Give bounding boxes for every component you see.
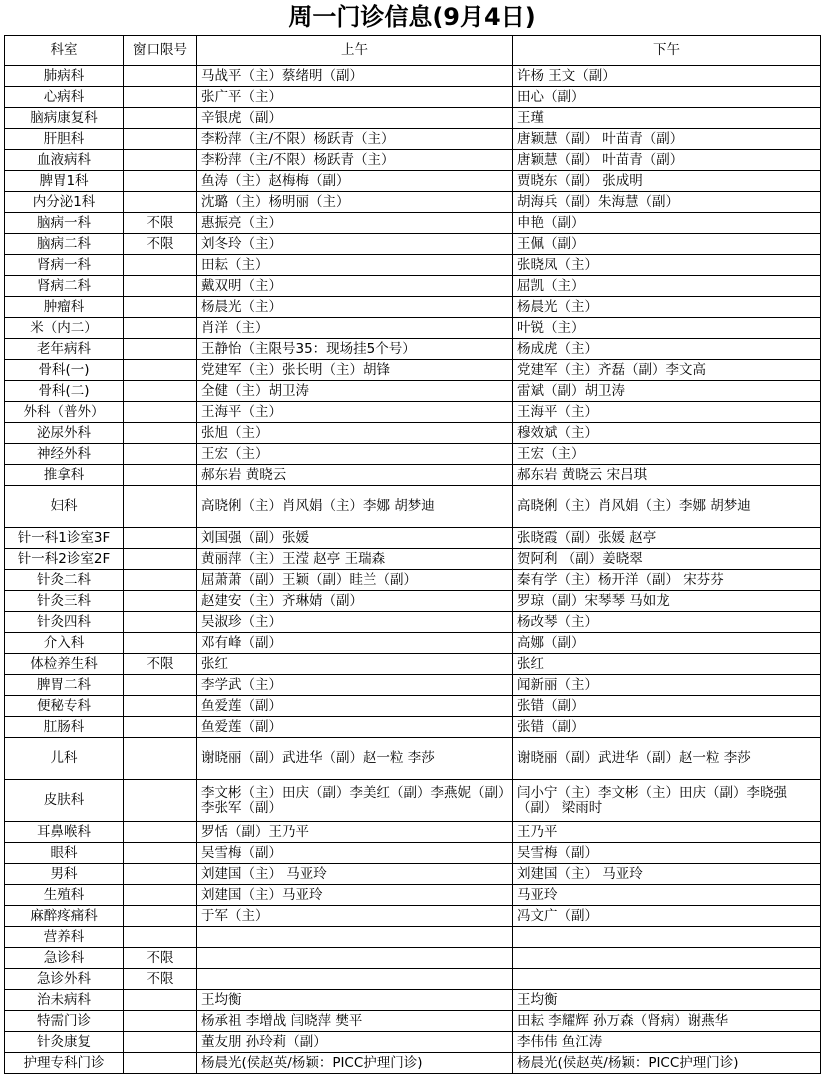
- pm-cell: [513, 948, 821, 969]
- table-row: [5, 444, 821, 465]
- limit-cell: [124, 465, 197, 486]
- pm-cell: 穆效斌（主）: [513, 423, 821, 444]
- am-cell: 戴双明（主）: [197, 276, 513, 297]
- am-cell: 邓有峰（副）: [197, 633, 513, 654]
- header-am: 上午: [197, 36, 513, 66]
- limit-cell: [124, 339, 197, 360]
- pm-cell: 杨成虎（主）: [513, 339, 821, 360]
- pm-cell: 杨晨光(侯赵英/杨颖：PICC护理门诊): [513, 1053, 821, 1074]
- header-row: [5, 36, 821, 66]
- dept-cell: 针灸四科: [5, 612, 124, 633]
- limit-cell: [124, 423, 197, 444]
- dept-cell: 生殖科: [5, 885, 124, 906]
- am-cell: 高晓俐（主）肖风娟（主）李娜 胡梦迪: [197, 486, 513, 528]
- table-row: [5, 255, 821, 276]
- limit-cell: [124, 1053, 197, 1074]
- table-row: [5, 780, 821, 822]
- pm-cell: 高娜（副）: [513, 633, 821, 654]
- am-cell: 李粉萍（主/不限）杨跃青（主）: [197, 150, 513, 171]
- limit-cell: [124, 1011, 197, 1032]
- limit-cell: [124, 885, 197, 906]
- pm-cell: 屈凯（主）: [513, 276, 821, 297]
- am-cell: 鱼涛（主）赵梅梅（副）: [197, 171, 513, 192]
- dept-cell: 肺病科: [5, 66, 124, 87]
- am-cell: 郝东岩 黄晓云: [197, 465, 513, 486]
- pm-cell: 秦有学（主）杨开洋（副） 宋芬芬: [513, 570, 821, 591]
- am-cell: 屈萧萧（副）王颖（副）眭兰（副）: [197, 570, 513, 591]
- limit-cell: [124, 780, 197, 822]
- limit-cell: 不限: [124, 948, 197, 969]
- pm-cell: 闻新丽（主）: [513, 675, 821, 696]
- limit-cell: [124, 906, 197, 927]
- dept-cell: 脾胃1科: [5, 171, 124, 192]
- page-title: 周一门诊信息(9月4日): [288, 3, 536, 31]
- table-row: [5, 381, 821, 402]
- dept-cell: 眼科: [5, 843, 124, 864]
- dept-cell: 体检养生科: [5, 654, 124, 675]
- pm-cell: 张错（副）: [513, 696, 821, 717]
- am-cell: 杨承祖 李增战 闫晓萍 樊平: [197, 1011, 513, 1032]
- table-row: [5, 297, 821, 318]
- table-row: [5, 717, 821, 738]
- limit-cell: [124, 381, 197, 402]
- table-row: [5, 108, 821, 129]
- limit-cell: [124, 864, 197, 885]
- table-row: [5, 528, 821, 549]
- header-limit: 窗口限号: [124, 36, 197, 66]
- header-dept: 科室: [5, 36, 124, 66]
- dept-cell: 特需门诊: [5, 1011, 124, 1032]
- limit-cell: [124, 591, 197, 612]
- dept-cell: 外科（普外）: [5, 402, 124, 423]
- dept-cell: 针灸三科: [5, 591, 124, 612]
- dept-cell: 针一科2诊室2F: [5, 549, 124, 570]
- am-cell: 王均衡: [197, 990, 513, 1011]
- am-cell: 刘冬玲（主）: [197, 234, 513, 255]
- pm-cell: [513, 969, 821, 990]
- dept-cell: 急诊科: [5, 948, 124, 969]
- dept-cell: 米（内二）: [5, 318, 124, 339]
- dept-cell: 护理专科门诊: [5, 1053, 124, 1074]
- limit-cell: 不限: [124, 969, 197, 990]
- am-cell: 刘建国（主） 马亚玲: [197, 864, 513, 885]
- pm-cell: 王佩（副）: [513, 234, 821, 255]
- limit-cell: [124, 633, 197, 654]
- dept-cell: 脑病二科: [5, 234, 124, 255]
- pm-cell: 张红: [513, 654, 821, 675]
- table-row: [5, 591, 821, 612]
- pm-cell: [513, 927, 821, 948]
- am-cell: 辛银虎（副）: [197, 108, 513, 129]
- limit-cell: [124, 276, 197, 297]
- dept-cell: 骨科(一): [5, 360, 124, 381]
- am-cell: 杨晨光（主）: [197, 297, 513, 318]
- dept-cell: 男科: [5, 864, 124, 885]
- table-row: [5, 969, 821, 990]
- table-row: [5, 423, 821, 444]
- table-row: [5, 654, 821, 675]
- limit-cell: [124, 129, 197, 150]
- dept-cell: 内分泌1科: [5, 192, 124, 213]
- limit-cell: [124, 66, 197, 87]
- table-row: [5, 633, 821, 654]
- dept-cell: 耳鼻喉科: [5, 822, 124, 843]
- dept-cell: 肛肠科: [5, 717, 124, 738]
- limit-cell: [124, 444, 197, 465]
- pm-cell: 王均衡: [513, 990, 821, 1011]
- am-cell: 刘建国（主）马亚玲: [197, 885, 513, 906]
- dept-cell: 治未病科: [5, 990, 124, 1011]
- limit-cell: [124, 549, 197, 570]
- am-cell: 张红: [197, 654, 513, 675]
- table-row: [5, 213, 821, 234]
- dept-cell: 心病科: [5, 87, 124, 108]
- am-cell: 全健（主）胡卫涛: [197, 381, 513, 402]
- am-cell: 张广平（主）: [197, 87, 513, 108]
- limit-cell: [124, 696, 197, 717]
- pm-cell: 马亚玲: [513, 885, 821, 906]
- dept-cell: 急诊外科: [5, 969, 124, 990]
- dept-cell: 神经外科: [5, 444, 124, 465]
- pm-cell: 刘建国（主） 马亚玲: [513, 864, 821, 885]
- table-row: [5, 192, 821, 213]
- am-cell: 吴雪梅（副）: [197, 843, 513, 864]
- am-cell: 鱼爱莲（副）: [197, 717, 513, 738]
- pm-cell: 高晓俐（主）肖风娟（主）李娜 胡梦迪: [513, 486, 821, 528]
- dept-cell: 肿瘤科: [5, 297, 124, 318]
- limit-cell: [124, 192, 197, 213]
- pm-cell: 田耘 李耀辉 孙万森（肾病）谢燕华: [513, 1011, 821, 1032]
- pm-cell: 杨晨光（主）: [513, 297, 821, 318]
- pm-cell: 王海平（主）: [513, 402, 821, 423]
- pm-cell: 吴雪梅（副）: [513, 843, 821, 864]
- table-row: [5, 990, 821, 1011]
- table-row: [5, 948, 821, 969]
- am-cell: 王静怡（主限号35：现场挂5个号）: [197, 339, 513, 360]
- am-cell: [197, 948, 513, 969]
- dept-cell: 脾胃二科: [5, 675, 124, 696]
- pm-cell: 谢晓丽（副）武进华（副）赵一粒 李莎: [513, 738, 821, 780]
- pm-cell: 许杨 王文（副）: [513, 66, 821, 87]
- pm-cell: 党建军（主）齐磊（副）李文高: [513, 360, 821, 381]
- limit-cell: [124, 528, 197, 549]
- limit-cell: [124, 675, 197, 696]
- table-row: [5, 906, 821, 927]
- table-row: [5, 129, 821, 150]
- limit-cell: 不限: [124, 234, 197, 255]
- limit-cell: [124, 927, 197, 948]
- table-row: [5, 864, 821, 885]
- limit-cell: [124, 297, 197, 318]
- dept-cell: 儿科: [5, 738, 124, 780]
- dept-cell: 脑病一科: [5, 213, 124, 234]
- limit-cell: [124, 612, 197, 633]
- table-row: [5, 402, 821, 423]
- am-cell: 惠振亮（主）: [197, 213, 513, 234]
- limit-cell: [124, 171, 197, 192]
- pm-cell: 张错（副）: [513, 717, 821, 738]
- dept-cell: 介入科: [5, 633, 124, 654]
- dept-cell: 针灸康复: [5, 1032, 124, 1053]
- pm-cell: 贾晓东（副） 张成明: [513, 171, 821, 192]
- dept-cell: 泌尿外科: [5, 423, 124, 444]
- am-cell: 肖洋（主）: [197, 318, 513, 339]
- dept-cell: 营养科: [5, 927, 124, 948]
- limit-cell: [124, 318, 197, 339]
- pm-cell: 王瑾: [513, 108, 821, 129]
- pm-cell: 申艳（副）: [513, 213, 821, 234]
- am-cell: 鱼爱莲（副）: [197, 696, 513, 717]
- dept-cell: 脑病康复科: [5, 108, 124, 129]
- am-cell: 董友朋 孙玲莉（副）: [197, 1032, 513, 1053]
- limit-cell: 不限: [124, 654, 197, 675]
- dept-cell: 便秘专科: [5, 696, 124, 717]
- dept-cell: 皮肤科: [5, 780, 124, 822]
- table-row: [5, 738, 821, 780]
- table-row: [5, 87, 821, 108]
- dept-cell: 肝胆科: [5, 129, 124, 150]
- am-cell: 李学武（主）: [197, 675, 513, 696]
- limit-cell: [124, 1032, 197, 1053]
- pm-cell: 张晓霞（副）张媛 赵亭: [513, 528, 821, 549]
- table-row: [5, 234, 821, 255]
- am-cell: 李粉萍（主/不限）杨跃青（主）: [197, 129, 513, 150]
- limit-cell: [124, 486, 197, 528]
- table-row: [5, 339, 821, 360]
- am-cell: 于军（主）: [197, 906, 513, 927]
- pm-cell: 张晓凤（主）: [513, 255, 821, 276]
- table-row: [5, 1053, 821, 1074]
- am-cell: 沈璐（主）杨明丽（主）: [197, 192, 513, 213]
- pm-cell: 唐颖慧（副） 叶苗青（副）: [513, 129, 821, 150]
- table-row: [5, 318, 821, 339]
- table-row: [5, 66, 821, 87]
- pm-cell: 杨改琴（主）: [513, 612, 821, 633]
- table-row: [5, 276, 821, 297]
- limit-cell: [124, 108, 197, 129]
- table-row: [5, 360, 821, 381]
- am-cell: 刘国强（副）张媛: [197, 528, 513, 549]
- pm-cell: 王乃平: [513, 822, 821, 843]
- limit-cell: [124, 822, 197, 843]
- table-row: [5, 465, 821, 486]
- am-cell: 杨晨光(侯赵英/杨颖：PICC护理门诊): [197, 1053, 513, 1074]
- pm-cell: 罗琼（副）宋琴琴 马如龙: [513, 591, 821, 612]
- pm-cell: 闫小宁（主）李文彬（主）田庆（副）李晓强（副） 梁雨时: [513, 780, 821, 822]
- limit-cell: [124, 717, 197, 738]
- table-row: [5, 696, 821, 717]
- dept-cell: 针灸二科: [5, 570, 124, 591]
- am-cell: 黄丽萍（主）王滢 赵亭 王瑞森: [197, 549, 513, 570]
- pm-cell: 冯文广（副）: [513, 906, 821, 927]
- am-cell: 李文彬（主）田庆（副）李美红（副）李燕妮（副） 李张军（副）: [197, 780, 513, 822]
- table-row: [5, 885, 821, 906]
- table-row: [5, 1032, 821, 1053]
- limit-cell: [124, 990, 197, 1011]
- header-pm: 下午: [513, 36, 821, 66]
- pm-cell: 唐颖慧（副） 叶苗青（副）: [513, 150, 821, 171]
- limit-cell: [124, 360, 197, 381]
- dept-cell: 老年病科: [5, 339, 124, 360]
- table-row: [5, 822, 821, 843]
- am-cell: 党建军（主）张长明（主）胡锋: [197, 360, 513, 381]
- am-cell: 王宏（主）: [197, 444, 513, 465]
- am-cell: 张旭（主）: [197, 423, 513, 444]
- am-cell: 谢晓丽（副）武进华（副）赵一粒 李莎: [197, 738, 513, 780]
- dept-cell: 骨科(二): [5, 381, 124, 402]
- table-row: [5, 675, 821, 696]
- table-row: [5, 843, 821, 864]
- am-cell: 马战平（主）蔡绪明（副）: [197, 66, 513, 87]
- pm-cell: 王宏（主）: [513, 444, 821, 465]
- pm-cell: 李伟伟 鱼江涛: [513, 1032, 821, 1053]
- table-row: [5, 612, 821, 633]
- pm-cell: 郝东岩 黄晓云 宋吕琪: [513, 465, 821, 486]
- dept-cell: 肾病二科: [5, 276, 124, 297]
- am-cell: 田耘（主）: [197, 255, 513, 276]
- limit-cell: [124, 843, 197, 864]
- dept-cell: 针一科1诊室3F: [5, 528, 124, 549]
- am-cell: 吴淑珍（主）: [197, 612, 513, 633]
- am-cell: [197, 969, 513, 990]
- dept-cell: 麻醉疼痛科: [5, 906, 124, 927]
- am-cell: 赵建安（主）齐琳婧（副）: [197, 591, 513, 612]
- am-cell: 王海平（主）: [197, 402, 513, 423]
- limit-cell: [124, 570, 197, 591]
- limit-cell: [124, 150, 197, 171]
- table-row: [5, 927, 821, 948]
- table-row: [5, 549, 821, 570]
- table-row: [5, 486, 821, 528]
- clinic-schedule-table: [4, 35, 821, 1074]
- limit-cell: [124, 402, 197, 423]
- dept-cell: 妇科: [5, 486, 124, 528]
- pm-cell: 田心（副）: [513, 87, 821, 108]
- am-cell: [197, 927, 513, 948]
- pm-cell: 胡海兵（副）朱海慧（副）: [513, 192, 821, 213]
- am-cell: 罗恬（副）王乃平: [197, 822, 513, 843]
- limit-cell: [124, 255, 197, 276]
- pm-cell: 叶锐（主）: [513, 318, 821, 339]
- table-row: [5, 150, 821, 171]
- table-row: [5, 570, 821, 591]
- dept-cell: 肾病一科: [5, 255, 124, 276]
- table-row: [5, 1011, 821, 1032]
- pm-cell: 雷斌（副）胡卫涛: [513, 381, 821, 402]
- pm-cell: 贺阿利 （副）姜晓翠: [513, 549, 821, 570]
- limit-cell: [124, 87, 197, 108]
- dept-cell: 血液病科: [5, 150, 124, 171]
- table-row: [5, 171, 821, 192]
- limit-cell: [124, 738, 197, 780]
- limit-cell: 不限: [124, 213, 197, 234]
- dept-cell: 推拿科: [5, 465, 124, 486]
